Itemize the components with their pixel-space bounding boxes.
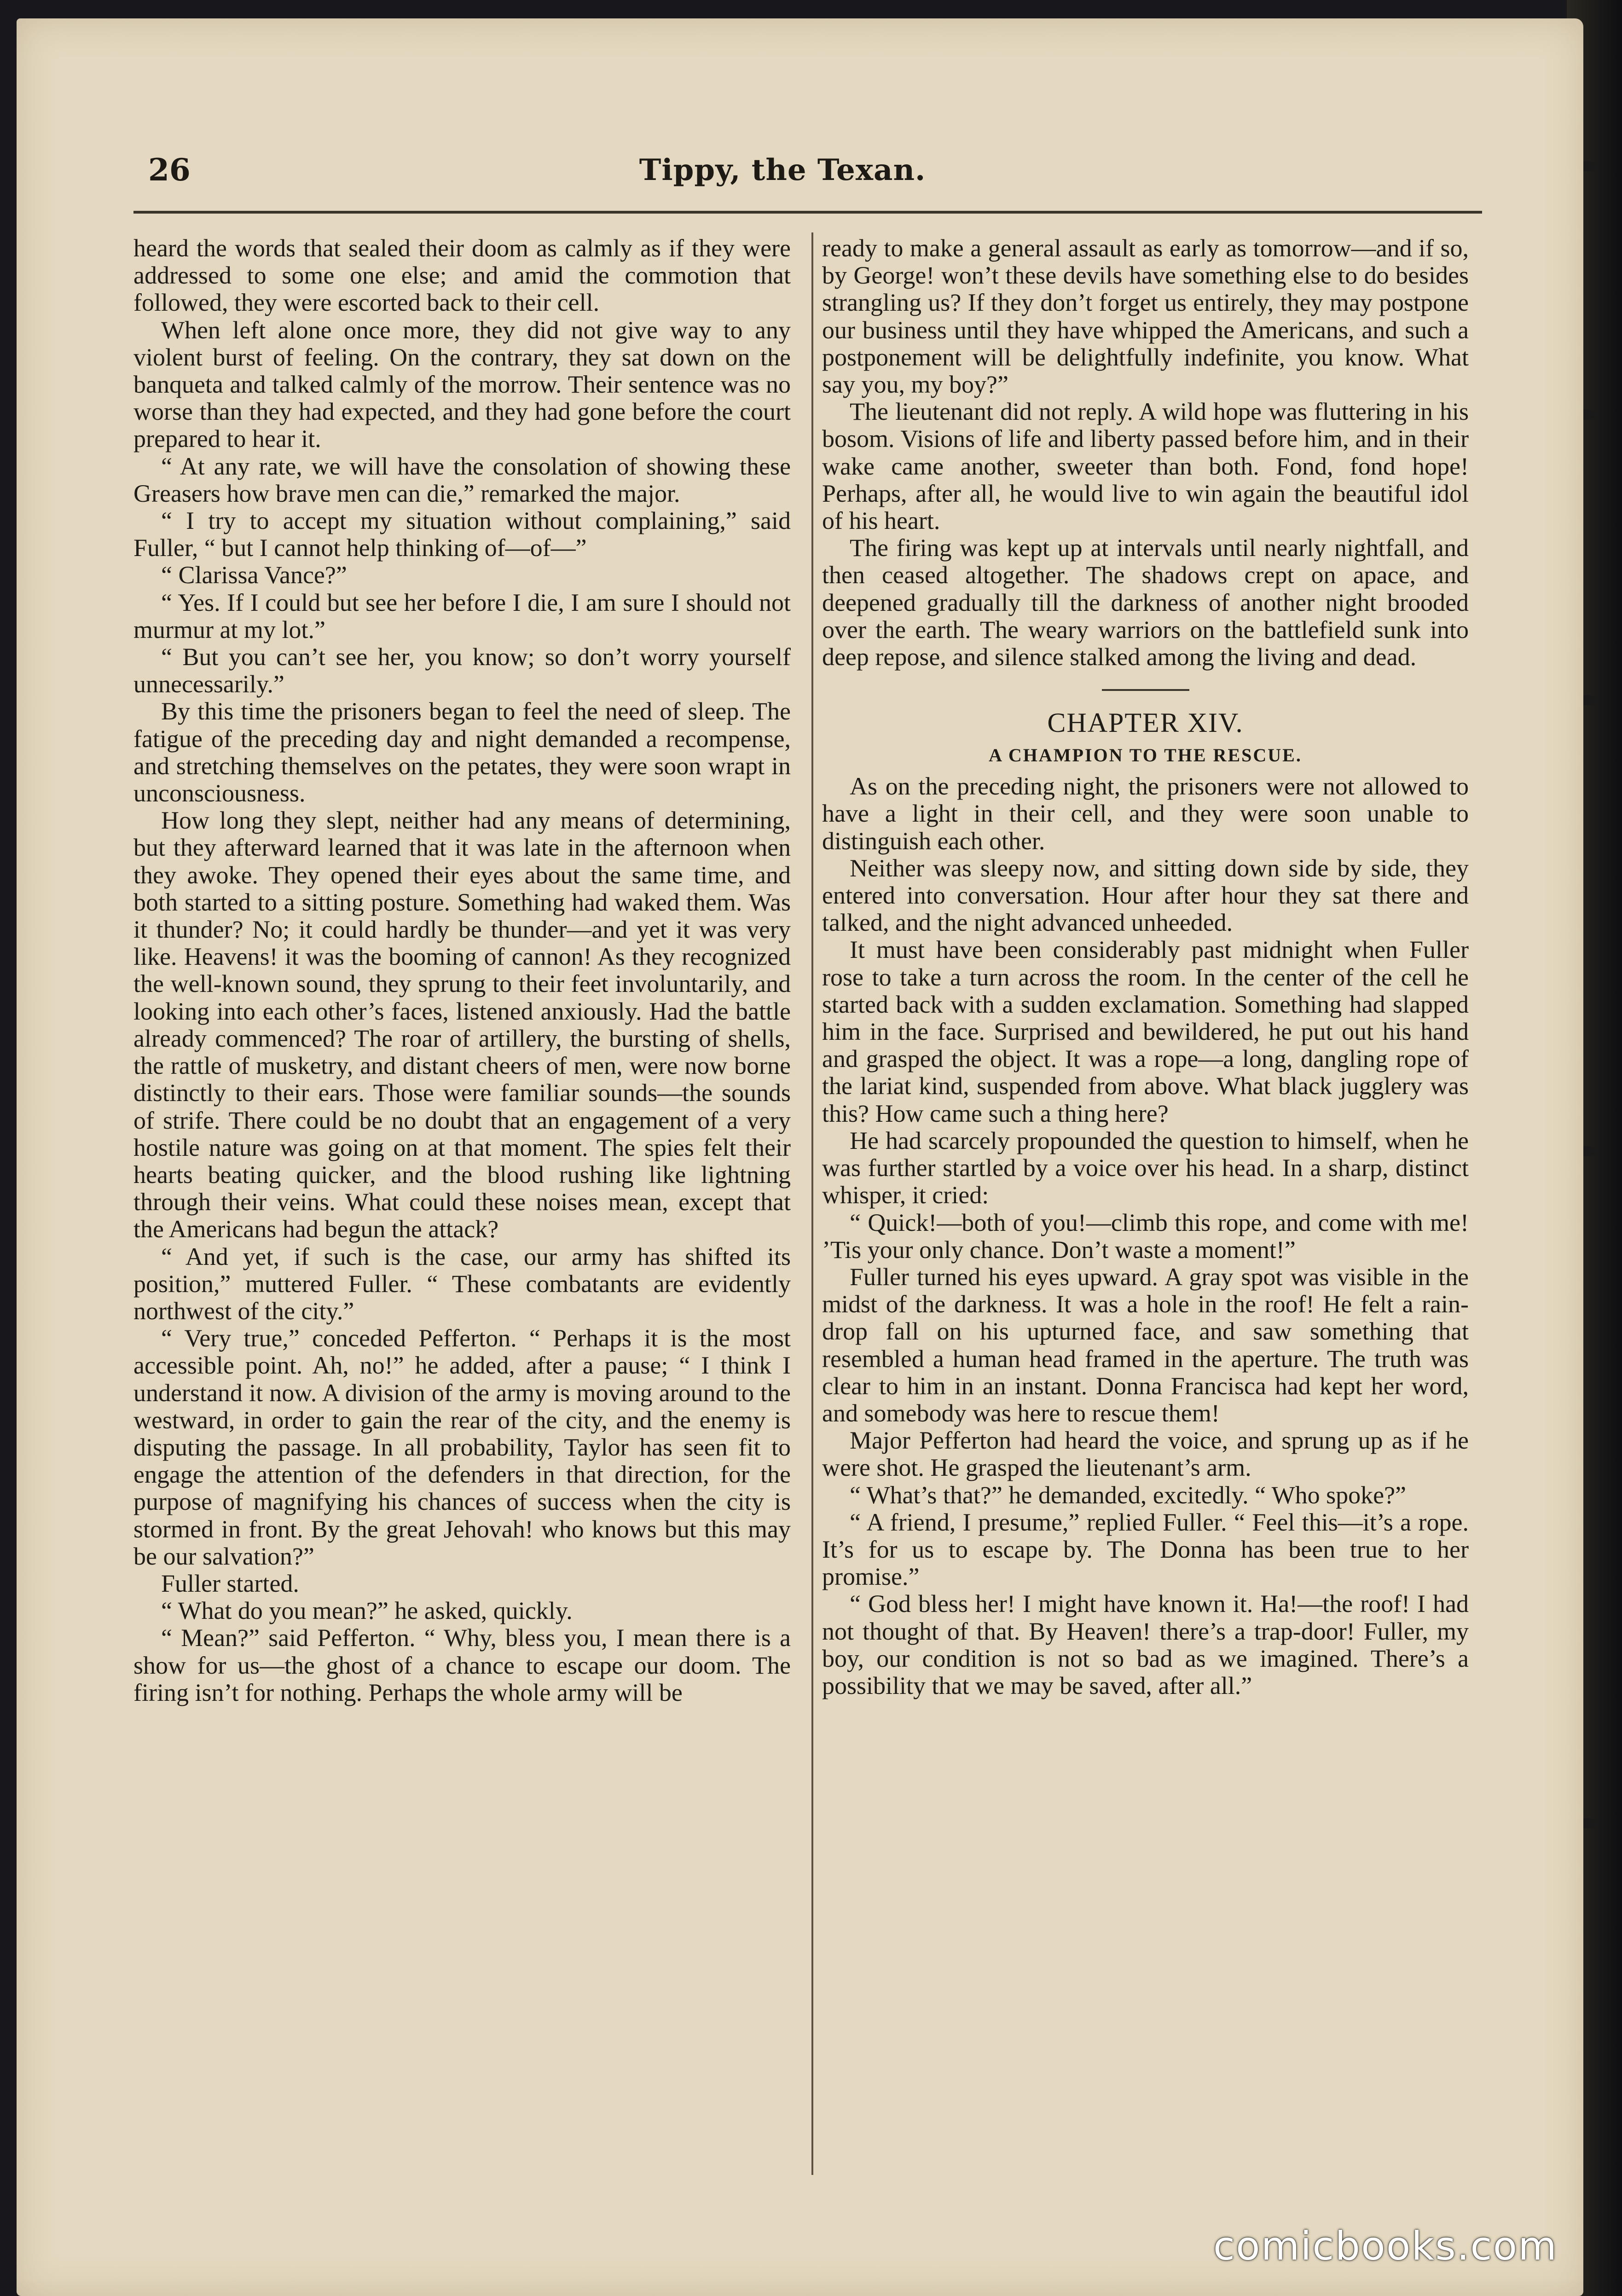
column-divider	[811, 232, 813, 2175]
header-rule	[133, 211, 1482, 214]
page-number: 26	[148, 152, 191, 188]
right-column	[822, 235, 1469, 1699]
paragraph: He had scarcely propounded the question to himself, when he was further startled by a voice over his head. In a sharp, distinct whisper, it cried:	[822, 1126, 1469, 1209]
paragraph: ready to make a general assault as early as tomorrow—and if so, by George! won’t these devils have something else to do besides strangling us? If they don’t forget us entirely, they may postpone our business until they have whipped the Americans, and such a postponement will be delightfully indefinite, you know. What say you, my boy?”	[822, 234, 1469, 399]
chapter-subtitle: A CHAMPION TO THE RESCUE.	[989, 745, 1302, 766]
paragraph: “ God bless her! I might have known it. Ha!—the roof! I had not thought of that. By Heaven! there’s a trap-door! Fuller, my boy, our condition is not so bad as we imagined. There’s a possibility that we may be saved, after all.”	[822, 1590, 1469, 1699]
paragraph: “ And yet, if such is the case, our army has shifted its position,” muttered Fuller. “ These combatants are evidently northwest of the city.”	[133, 1242, 791, 1325]
paragraph: As on the preceding night, the prisoners were not allowed to have a light in their cell, and they were soon unable to distinguish each other.	[822, 772, 1469, 855]
paragraph: Fuller started.	[161, 1569, 299, 1597]
paragraph: “ What do you mean?” he asked, quickly.	[161, 1597, 573, 1625]
paragraph: How long they slept, neither had any means of determining, but they afterward learned that it was late in the afternoon when they awoke. They opened their eyes about the same time, and both started to a sitting posture. Something had waked them. Was it thunder? No; it could hardly be thunder—and yet it was very like. Heavens! it was the booming of cannon! As they recognized the well-known sound, they sprung to their feet involuntarily, and looking into each other’s faces, listened anxiously. Had the battle already commenced? The roar of artillery, the bursting of shells, the rattle of musketry, and distant cheers of men, were now borne distinctly to their ears. Those were familiar sounds—the sounds of strife. There could be no doubt that an engagement of a very hostile nature was going on at that moment. The spies felt their hearts beating quicker, and the blood rushing like lightning through their veins. What could these noises mean, except that the Americans had begun the attack?	[133, 806, 791, 1243]
paragraph: Major Pefferton had heard the voice, and sprung up as if he were shot. He grasped the lieutenant’s arm.	[822, 1426, 1469, 1482]
paragraph: The firing was kept up at intervals until nearly nightfall, and then ceased altogether. The shadows crept on apace, and deepened gradually till the darkness of another night brooded over the earth. The weary warriors on the battlefield sunk into deep repose, and silence stalked among the living and dead.	[822, 534, 1469, 671]
watermark: comicbooks.com	[1213, 2223, 1558, 2269]
chapter-separator	[1102, 689, 1189, 691]
paragraph: “ I try to accept my situation without complaining,” said Fuller, “ but I cannot help thinking of—of—”	[133, 507, 791, 562]
paragraph: “ Yes. If I could but see her before I die, I am sure I should not murmur at my lot.”	[133, 588, 791, 644]
paragraph: “ Very true,” conceded Pefferton. “ Perhaps it is the most accessible point. Ah, no!” he added, after a pause; “ I think I understand it now. A division of the army is moving around to the westward, in order to gain the rear of the city, and the enemy is disputing the passage. In all probability, Taylor has seen fit to engage the attention of the defenders in that direction, for the purpose of magnifying his chances of success when the city is stormed in front. By the great Jehovah! who knows but this may be our salvation?”	[133, 1324, 791, 1570]
paragraph: “ What’s that?” he demanded, excitedly. “ Who spoke?”	[850, 1481, 1407, 1509]
paragraph: “ Clarissa Vance?”	[161, 561, 347, 589]
paragraph: It must have been considerably past midnight when Fuller rose to take a turn across the room. In the center of the cell he started back with a sudden exclamation. Something had slapped him in the face. Surprised and bewildered, he put out his hand and grasped the object. It was a rope—a long, dangling rope of the lariat kind, suspended from above. What black jugglery was this? How came such a thing here?	[822, 936, 1469, 1127]
paragraph: “ A friend, I presume,” replied Fuller. “ Feel this—it’s a rope. It’s for us to escape by. The Donna has been true to her promise.”	[822, 1508, 1469, 1591]
paragraph: By this time the prisoners began to feel the need of sleep. The fatigue of the preceding day and night demanded a recompense, and stretching themselves on the petates, they were soon wrapt in unconsciousness.	[133, 697, 791, 807]
paragraph: “ But you can’t see her, you know; so don’t worry yourself unnecessarily.”	[133, 643, 791, 698]
paragraph: “ Quick!—both of you!—climb this rope, and come with me! ’Tis your only chance. Don’t waste a moment!”	[822, 1208, 1469, 1264]
paragraph: Fuller turned his eyes upward. A gray spot was visible in the midst of the darkness. It was a hole in the roof! He felt a rain-drop fall on his upturned face, and saw something that resembled a human head framed in the aperture. The truth was clear to him in an instant. Donna Francisca had kept her word, and somebody was here to rescue them!	[822, 1263, 1469, 1427]
running-title: Tippy, the Texan.	[639, 153, 926, 187]
paragraph: “ Mean?” said Pefferton. “ Why, bless you, I mean there is a show for us—the ghost of a chance to escape our doom. The firing isn’t for nothing. Perhaps the whole army will be	[133, 1624, 791, 1706]
paragraph: When left alone once more, they did not give way to any violent burst of feeling. On the contrary, they sat down on the banqueta and talked calmly of the morrow. Their sentence was no worse than they had expected, and they had gone before the court prepared to hear it.	[133, 316, 791, 453]
paragraph: “ At any rate, we will have the consolation of showing these Greasers how brave men can die,” remarked the major.	[133, 452, 791, 507]
chapter-title: CHAPTER XIV.	[1047, 707, 1244, 738]
paragraph: heard the words that sealed their doom as calmly as if they were addressed to some one else; and amid the commotion that followed, they were escorted back to their cell.	[133, 234, 791, 317]
left-column	[133, 235, 791, 1706]
paragraph: Neither was sleepy now, and sitting down side by side, they entered into conversation. Hour after hour they sat there and talked, and the night advanced unheeded.	[822, 854, 1469, 937]
paragraph: The lieutenant did not reply. A wild hope was fluttering in his bosom. Visions of life and liberty passed before him, and in their wake came another, sweeter than both. Fond, fond hope! Perhaps, after all, he would live to win again the beautiful idol of his heart.	[822, 398, 1469, 535]
